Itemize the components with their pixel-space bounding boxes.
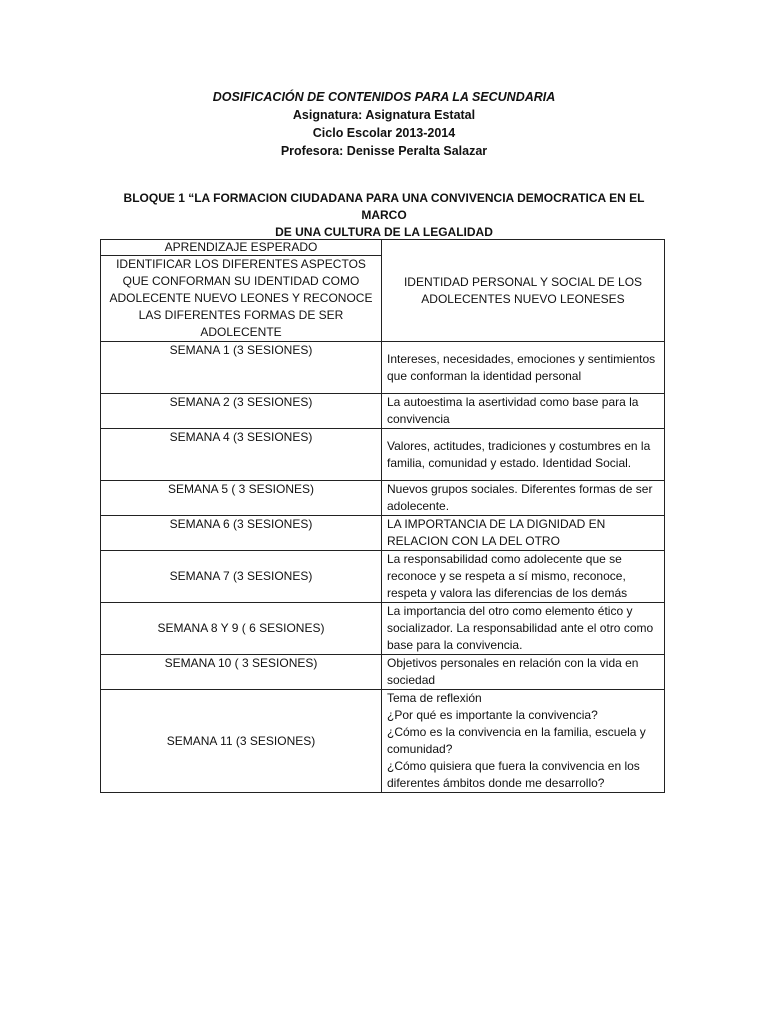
- week-cell: SEMANA 7 (3 SESIONES): [101, 551, 382, 603]
- week-cell: SEMANA 8 Y 9 ( 6 SESIONES): [101, 603, 382, 655]
- week-cell: SEMANA 5 ( 3 SESIONES): [101, 481, 382, 516]
- document-title: DOSIFICACIÓN DE CONTENIDOS PARA LA SECUNDARIA: [212, 90, 556, 104]
- contents-table: [100, 239, 665, 793]
- table-row: [101, 481, 665, 516]
- teacher-line: Profesora: Denisse Peralta Salazar: [280, 144, 488, 158]
- bloque-line-1: BLOQUE 1 “LA FORMACION CIUDADANA PARA UNA CONVIVENCIA DEMOCRATICA EN EL MARCO: [123, 191, 645, 222]
- bloque-line-2: DE UNA CULTURA DE LA LEGALIDAD: [275, 225, 493, 239]
- table-header-row: [101, 240, 665, 256]
- table-row: [101, 690, 665, 793]
- week-cell: SEMANA 1 (3 SESIONES): [101, 342, 382, 394]
- week-cell: SEMANA 2 (3 SESIONES): [101, 394, 382, 429]
- table-row: [101, 516, 665, 551]
- week-cell: SEMANA 4 (3 SESIONES): [101, 429, 382, 481]
- subject-line: Asignatura: Asignatura Estatal: [292, 108, 476, 122]
- content-cell: La autoestima la asertividad como base para la convivencia: [382, 394, 665, 429]
- week-cell: SEMANA 10 ( 3 SESIONES): [101, 655, 382, 690]
- content-cell: Intereses, necesidades, emociones y sentimientos que conforman la identidad personal: [382, 342, 665, 394]
- table-row: [101, 603, 665, 655]
- header-description-cell: IDENTIFICAR LOS DIFERENTES ASPECTOS QUE CONFORMAN SU IDENTIDAD COMO ADOLECENTE NUEVO LEONES Y RECONOCE LAS DIFERENTES FORMAS DE SER ADOLECENTE: [101, 256, 382, 342]
- table-row: [101, 429, 665, 481]
- content-cell: LA IMPORTANCIA DE LA DIGNIDAD EN RELACION CON LA DEL OTRO: [382, 516, 665, 551]
- content-cell: Objetivos personales en relación con la vida en sociedad: [382, 655, 665, 690]
- header-topic-cell: IDENTIDAD PERSONAL Y SOCIAL DE LOS ADOLECENTES NUEVO LEONESES: [382, 240, 665, 342]
- document-header: [0, 88, 768, 160]
- week-cell: SEMANA 11 (3 SESIONES): [101, 690, 382, 793]
- table-row: [101, 655, 665, 690]
- week-cell: SEMANA 6 (3 SESIONES): [101, 516, 382, 551]
- table-row: [101, 342, 665, 394]
- school-year-line: Ciclo Escolar 2013-2014: [312, 126, 456, 140]
- table-row: [101, 394, 665, 429]
- content-cell: Tema de reflexión ¿Por qué es importante la convivencia? ¿Cómo es la convivencia en la familia, escuela y comunidad? ¿Cómo quisiera que fuera la convivencia en los diferentes ámbitos donde me desarrollo?: [382, 690, 665, 793]
- content-cell: Valores, actitudes, tradiciones y costumbres en la familia, comunidad y estado. Identidad Social.: [382, 429, 665, 481]
- header-label-cell: APRENDIZAJE ESPERADO: [101, 240, 382, 256]
- table-row: [101, 551, 665, 603]
- bloque-heading: [100, 190, 668, 241]
- content-cell: La importancia del otro como elemento ético y socializador. La responsabilidad ante el otro como base para la convivencia.: [382, 603, 665, 655]
- content-cell: La responsabilidad como adolecente que se reconoce y se respeta a sí mismo, reconoce, respeta y valora las diferencias de los demás: [382, 551, 665, 603]
- content-cell: Nuevos grupos sociales. Diferentes formas de ser adolecente.: [382, 481, 665, 516]
